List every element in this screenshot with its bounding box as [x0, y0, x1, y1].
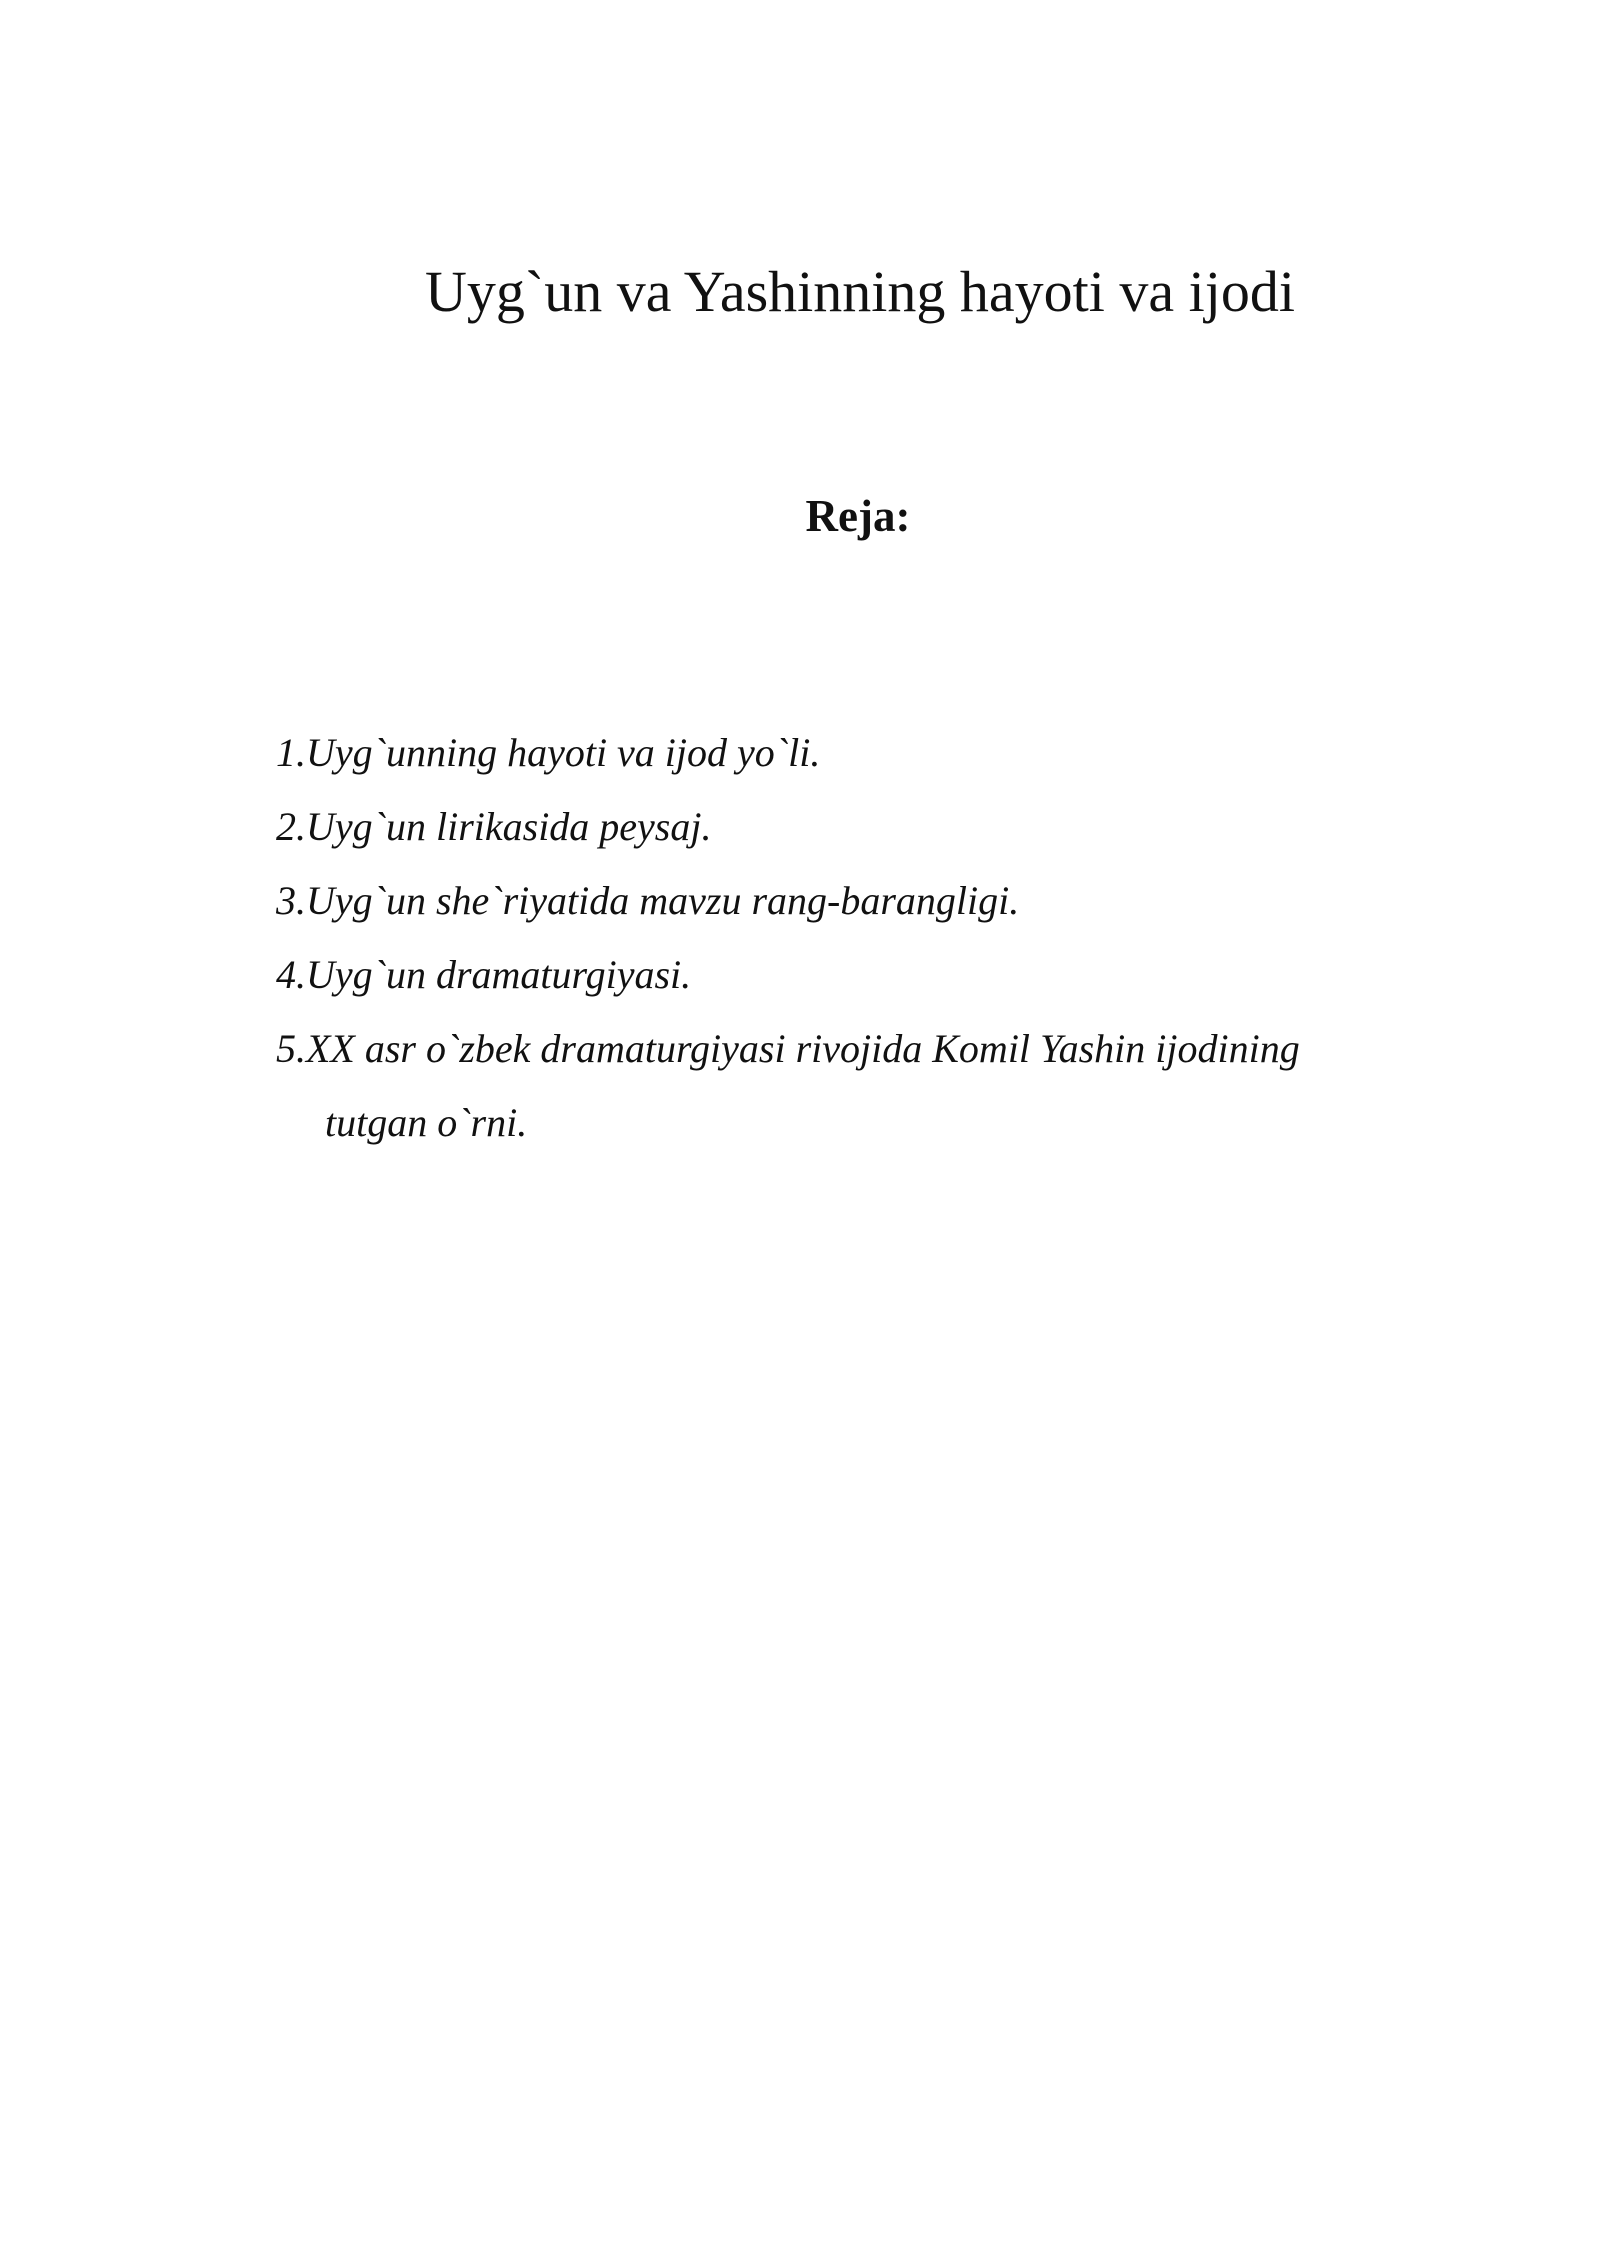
plan-item-4: 4.Uyg`un dramaturgiyasi.: [276, 952, 692, 997]
plan-item-5-continuation: tutgan o`rni.: [325, 1100, 528, 1145]
plan-item-2: 2.Uyg`un lirikasida peysaj.: [276, 804, 712, 849]
plan-list: [276, 716, 1416, 1160]
plan-item-3: 3.Uyg`un she`riyatida mavzu rang-barangligi.: [276, 878, 1020, 923]
plan-item-1: 1.Uyg`unning hayoti va ijod yo`li.: [276, 730, 821, 775]
plan-item-5: 5.XX asr o`zbek dramaturgiyasi rivojida Komil Yashin ijodining: [276, 1026, 1300, 1071]
plan-heading: Reja:: [805, 491, 911, 541]
document-title: Uyg`un va Yashinning hayoti va ijodi: [425, 259, 1295, 324]
